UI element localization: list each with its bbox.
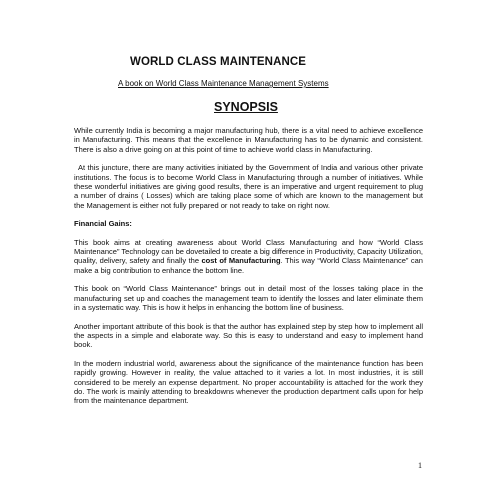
paragraph-3-text-a: This book aims at creating awareness about World Class Manufacturing and how “World Class Maintenance” Technology can be dovetailed to create a big difference in Productivity, Capacity Utilization, quality, delivery, safety and finally the: [74, 237, 423, 266]
financial-gains-heading: Financial Gains:: [74, 219, 132, 229]
paragraph-3: [74, 238, 423, 276]
document-title: WORLD CLASS MAINTENANCE: [130, 56, 307, 68]
document-subtitle: A book on World Class Maintenance Management Systems: [118, 79, 329, 88]
paragraph-2: At this juncture, there are many activities initiated by the Government of India and various other private institutions. The focus is to become World Class in Manufacturing through a number of initiatives. While these wonderful initiatives are giving good results, there is an imperative and urgent requirement to plug a number of drains ( Losses) which are taking place some of which are known to the management but the Management is either not fully prepared or not ready to take on right now.: [74, 163, 423, 210]
paragraph-4: This book on “World Class Maintenance” brings out in detail most of the losses taking place in the manufacturing set up and coaches the management team to identify the losses and later eliminate them in a systematic way. This is how it helps in enhancing the bottom line of business.: [74, 284, 423, 313]
paragraph-5: Another important attribute of this book is that the author has explained step by step how to implement all the aspects in a simple and elaborate way. So this is easy to understand and easy to implement hand book.: [74, 321, 423, 350]
paragraph-3-text-b: . This way “World Class Maintenance” can make a big contribution to enhance the bottom line.: [74, 256, 423, 275]
paragraph-1: While currently India is becoming a major manufacturing hub, there is a vital need to achieve excellence in Manufacturing. This means that the excellence in Manufacturing has to be dynamic and consistent. There is also a drive going on at this point of time to achieve world class in Manufacturing.: [74, 126, 423, 154]
section-heading: SYNOPSIS: [214, 100, 278, 114]
paragraph-3-bold: cost of Manufacturing: [201, 256, 281, 266]
paragraph-6: In the modern industrial world, awareness about the significance of the maintenance function has been rapidly growing. However in reality, the value attached to it varies a lot. In most industries, it is still considered to be merely an expense department. No proper accountability is attached for the work they do. The work is mainly attending to breakdowns whenever the production department calls upon for help from the maintenance department.: [74, 358, 423, 406]
document-body: [74, 126, 423, 415]
page-number: 1: [418, 461, 422, 470]
